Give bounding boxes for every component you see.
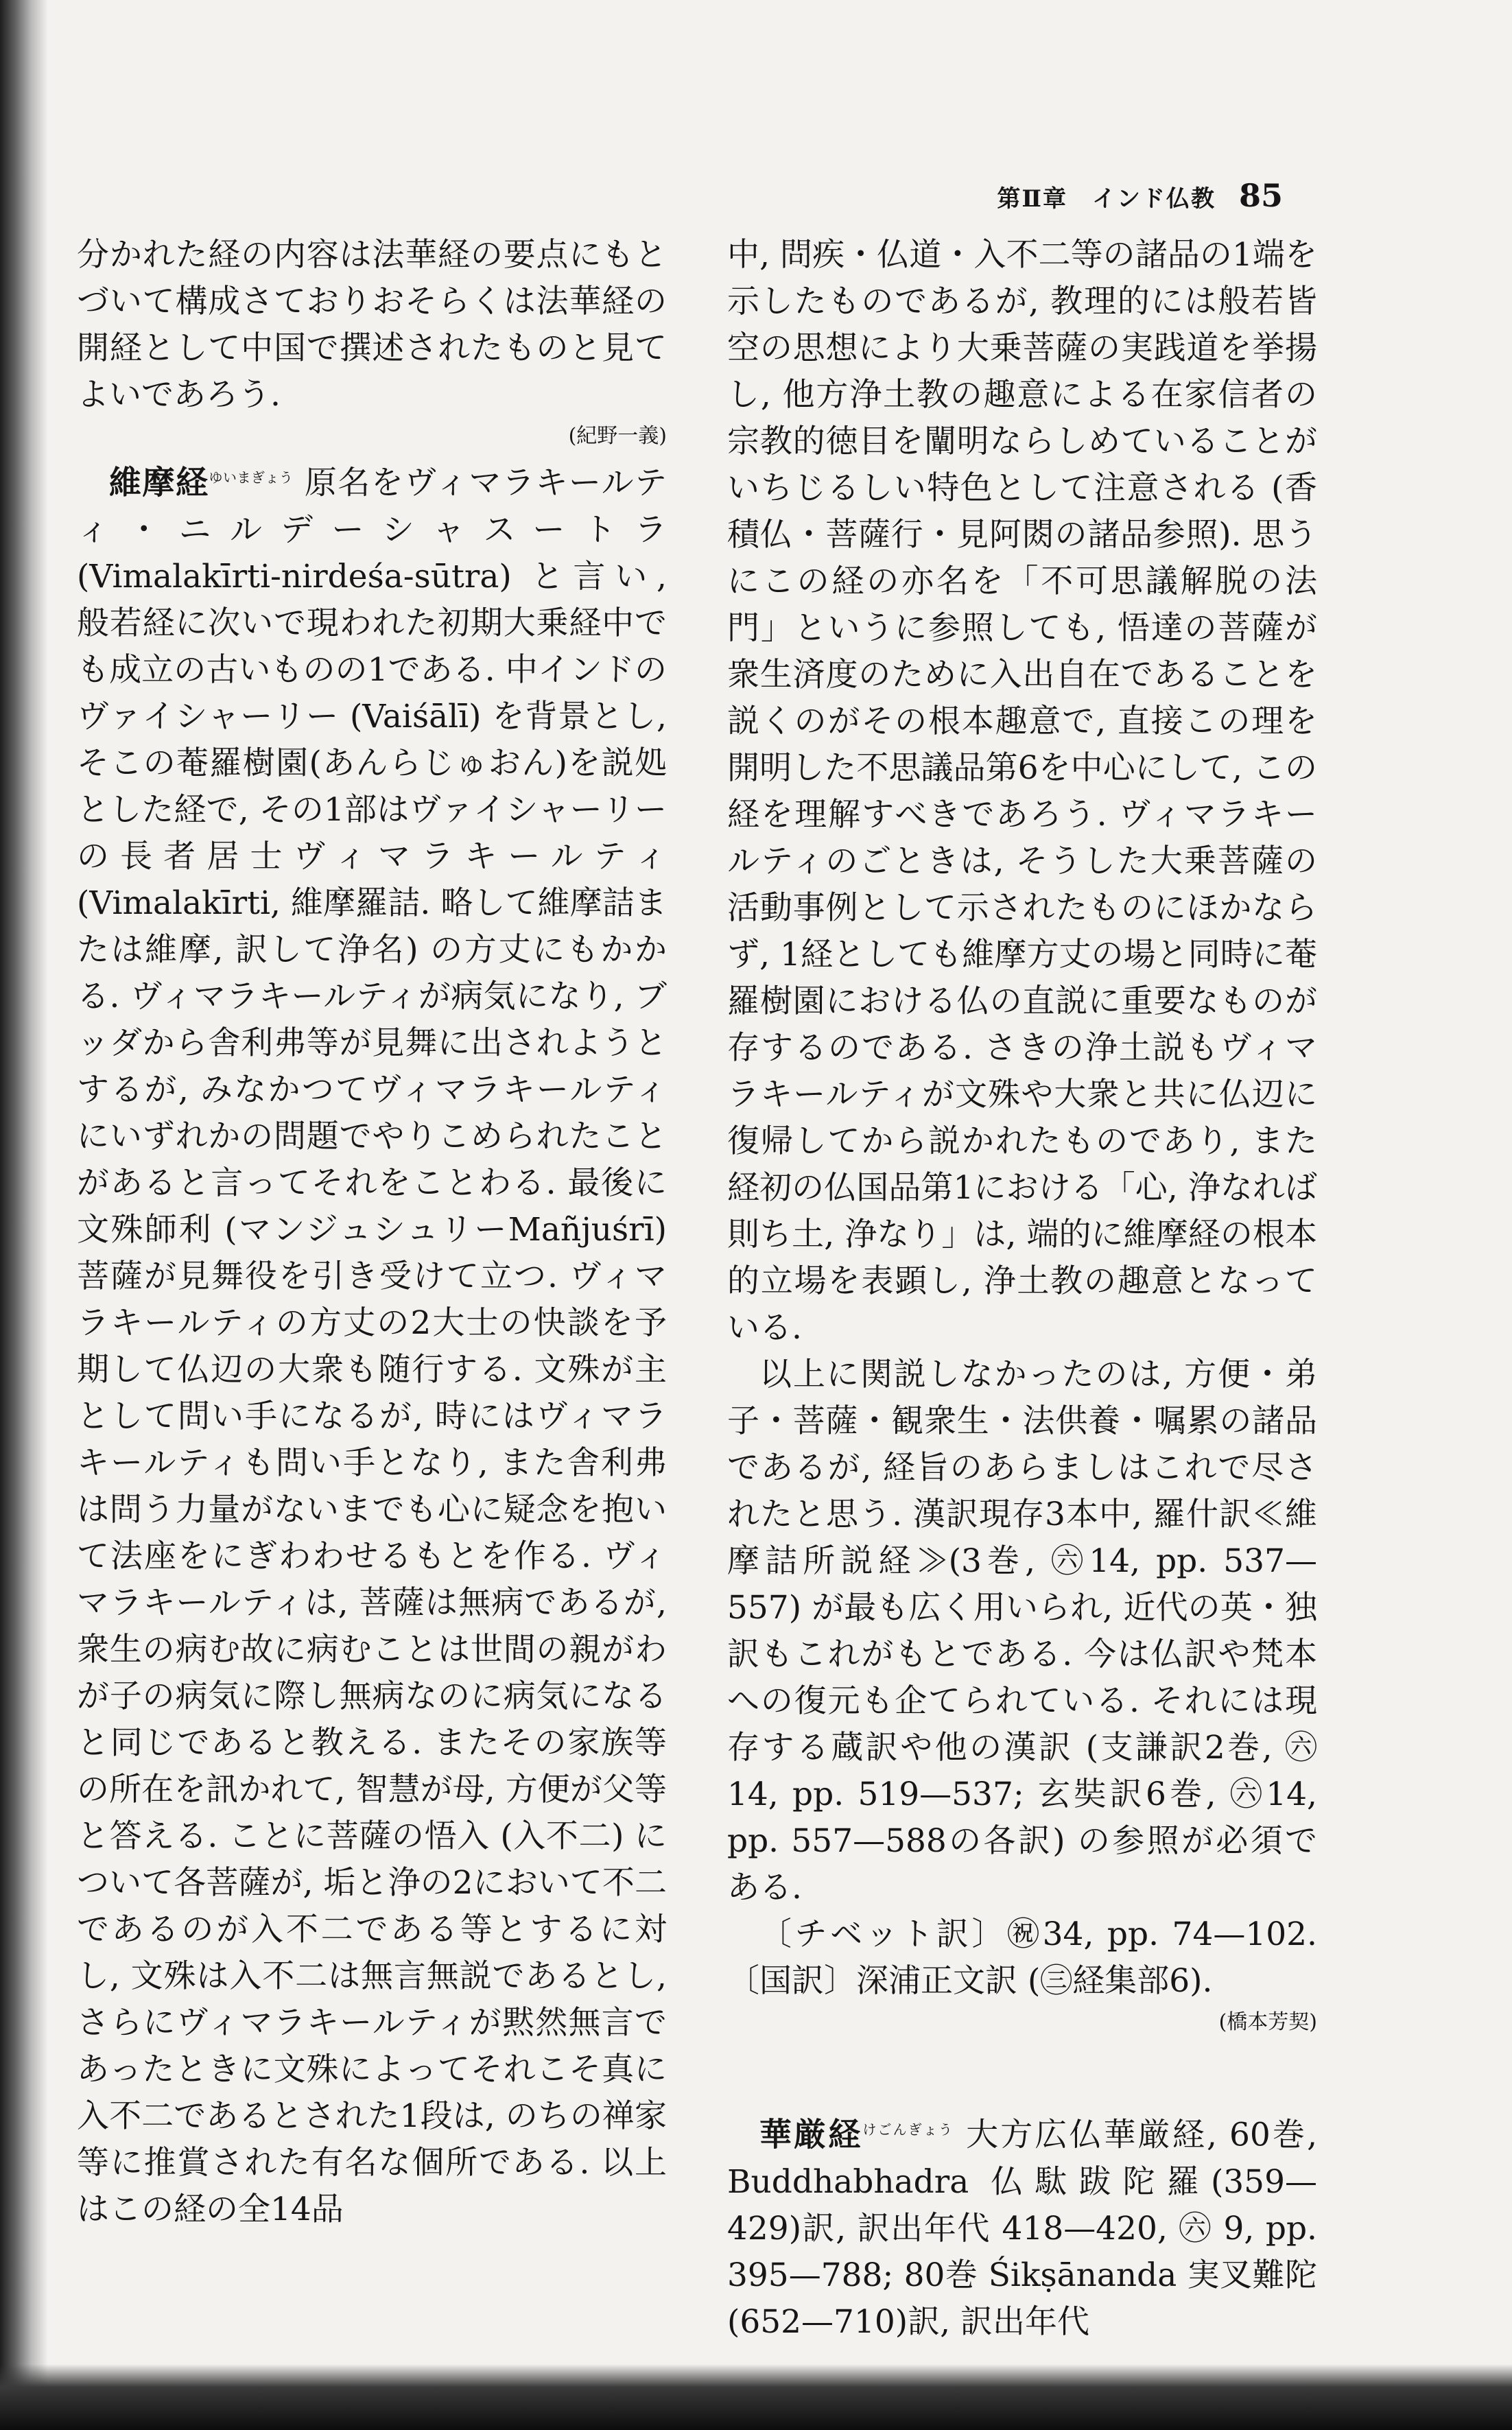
entry-reading: ゆいまぎょう — [209, 469, 294, 486]
binding-shadow — [0, 0, 48, 2430]
entry-body: 大方広仏華厳経, 60巻, Buddhabhadra 仏駄跋陀羅(359—429)訳, 訳出年代 418—420, ㊅ 9, pp. 395—788; 80巻 Śikṣānanda 実叉難陀(652—710)訳, 訳出年代 — [727, 2116, 1318, 2341]
chapter-title: 第Ⅱ章 インド仏教 — [997, 185, 1216, 213]
author-credit: (紀野一義) — [568, 424, 667, 448]
paragraph: 分かれた経の内容は法華経の要点にもとづいて構成さておりおそらくは法華経の開経として中国で撰述されたものと見てよいであろう. — [77, 236, 667, 414]
entry-reading: けごんぎょう — [862, 2121, 954, 2138]
left-column — [77, 232, 667, 2233]
entry-heading: 維摩経 — [109, 464, 209, 502]
scan-bottom-edge — [0, 2364, 1512, 2430]
paragraph: 中, 問疾・仏道・入不二等の諸品の1端を示したものであるが, 教理的には般若皆空の思想により大乗菩薩の実践道を挙揚し, 他方浄土教の趣意による在家信者の宗教的徳目を闡明ならしめていることがいちじるしい特色として注意される (香積仏・菩薩行・見阿閦の諸品参照). 思うにこの経の亦名を「不可思議解脱の法門」というに参照しても, 悟達の菩薩が衆生済度のために入出自在であることを説くのがその根本趣意で, 直接この理を開明した不思議品第6を中心にして, この経を理解すべきであろう. ヴィマラキールティのごときは, そうした大乗菩薩の活動事例として示されたものにほかならず, 1経としても維摩方丈の場と同時に菴羅樹園における仏の直説に重要なものが存するのである. さきの浄土説もヴィマラキールティが文殊や大衆と共に仏辺に復帰してから説かれたものであり, また経初の仏国品第1における「心, 浄なれば則ち土, 浄なり」は, 端的に維摩経の根本的立場を表顕し, 浄土教の趣意となっている. — [727, 236, 1317, 1347]
entry-heading: 華厳経 — [759, 2116, 863, 2154]
running-header — [981, 177, 1283, 218]
paragraph: 以上に関説しなかったのは, 方便・弟子・菩薩・観衆生・法供養・嘱累の諸品であるが, 経旨のあらましはこれで尽されたと思う. 漢訳現存3本中, 羅什訳≪維摩詰所説経≫(3巻, ㊅14, pp. 537—557) が最も広く用いられ, 近代の英・独訳もこれがもとである. 今は仏訳や梵本への復元も企てられている. それには現存する蔵訳や他の漢訳 (支謙訳2巻, ㊅14, pp. 519—537; 玄奘訳6巻, ㊅14, pp. 557—588の各訳) の参照が必須である. — [727, 1356, 1317, 1907]
page-number: 85 — [1238, 177, 1283, 214]
right-column — [727, 232, 1317, 2346]
references: 〔チベット訳〕㊗34, pp. 74—102.〔国訳〕深浦正文訳 (㊂経集部6). — [727, 1915, 1317, 2000]
entry-body: 原名をヴィマラキールティ・ニルデーシャスートラ (Vimalakīrti-nirdeśa-sūtra) と言い, 般若経に次いで現われた初期大乗経中でも成立の古いものの1である. 中インドのヴァイシャーリー (Vaiśālī) を背景とし, そこの菴羅樹園(あんらじゅおん)を説処とした経で, その1部はヴァイシャーリーの長者居士ヴィマラキールティ (Vimalakīrti, 維摩羅詰. 略して維摩詰または維摩, 訳して浄名) の方丈にもかかる. ヴィマラキールティが病気になり, ブッダから舎利弗等が見舞に出されようとするが, みなかつてヴィマラキールティにいずれかの問題でやりこめられたことがあると言ってそれをことわる. 最後に文殊師利 (マンジュシュリーMañjuśrī) 菩薩が見舞役を引き受けて立つ. ヴィマラキールティの方丈の2大士の快談を予期して仏辺の大衆も随行する. 文殊が主として問い手になるが, 時にはヴィマラキールティも問い手となり, また舎利弗は問う力量がないまでも心に疑念を抱いて法座をにぎわわせるもとを作る. ヴィマラキールティは, 菩薩は無病であるが, 衆生の病む故に病むことは世間の親がわが子の病気に際し無病なのに病気になると同じであると教える. またその家族等の所在を訊かれて, 智慧が母, 方便が父等と答える. ことに菩薩の悟入 (入不二) について各菩薩が, 垢と浄の2において不二であるのが入不二である等とするに対し, 文殊は入不二は無言無説であるとし, さらにヴィマラキールティが黙然無言であったときに文殊によってそれこそ真に入不二であるとされた1段は, のちの禅家等に推賞された有名な個所である. 以上はこの経の全14品 — [77, 464, 668, 2228]
entry-kegongyo — [727, 2106, 1317, 2346]
entry-yuimagyo — [77, 454, 667, 2233]
author-credit: (橋本芳契) — [1218, 2010, 1317, 2034]
